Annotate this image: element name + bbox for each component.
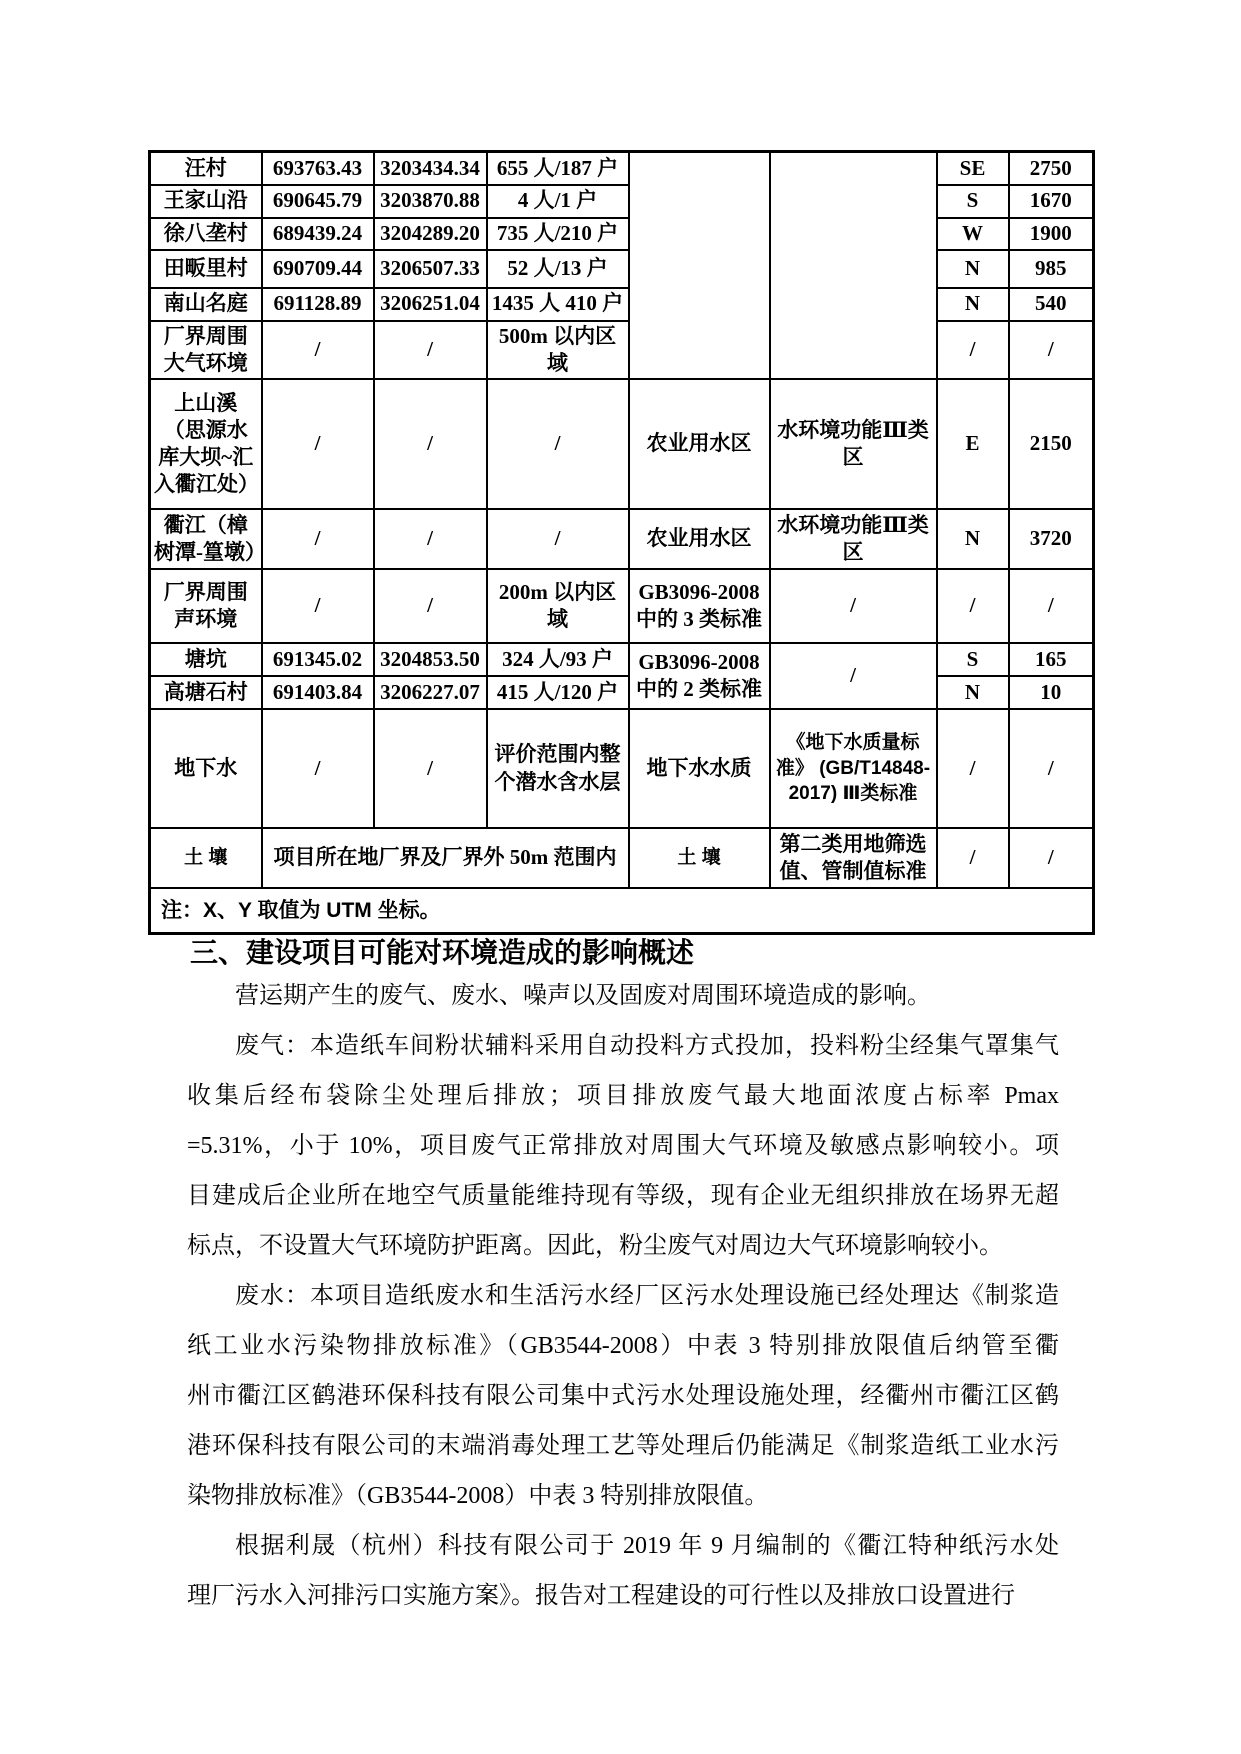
table-cell: 第二类用地筛选值、管制值标准	[770, 828, 937, 888]
table-cell: E	[937, 379, 1009, 509]
table-cell: /	[262, 379, 374, 509]
table-row	[150, 509, 1094, 569]
table-row	[150, 152, 1094, 185]
table-cell: 徐八垄村	[150, 218, 262, 250]
table-cell: 655 人/187 户	[487, 152, 629, 185]
table-note: 注：X、Y 取值为 UTM 坐标。	[150, 888, 1094, 933]
table-cell: 1670	[1009, 185, 1094, 218]
table-cell: 王家山沿	[150, 185, 262, 218]
body-line: 染物排放标准》（GB3544-2008）中表 3 特别排放限值。	[187, 1483, 769, 1509]
table-cell: N	[937, 676, 1009, 709]
table-cell: 3204289.20	[374, 218, 487, 250]
table-cell: 200m 以内区域	[487, 569, 629, 643]
table-cell: S	[937, 185, 1009, 218]
table-row	[150, 709, 1094, 828]
table-cell: 985	[1009, 250, 1094, 288]
table-cell: 塘坑	[150, 643, 262, 676]
table-cell: /	[1009, 569, 1094, 643]
table-cell: 735 人/210 户	[487, 218, 629, 250]
table-cell: 690645.79	[262, 185, 374, 218]
table-cell: /	[770, 643, 937, 709]
table-cell: 厂界周围大气环境	[150, 321, 262, 380]
body-line: 收集后经布袋除尘处理后排放；项目排放废气最大地面浓度占标率 Pmax	[187, 1083, 1059, 1109]
table-cell: 1900	[1009, 218, 1094, 250]
table-row	[150, 643, 1094, 676]
table-cell: SE	[937, 152, 1009, 185]
table-row	[150, 321, 1094, 380]
table-cell: 3203434.34	[374, 152, 487, 185]
table-cell: 厂界周围声环境	[150, 569, 262, 643]
table-cell: 3206227.07	[374, 676, 487, 709]
table-cell: 540	[1009, 288, 1094, 321]
table-cell: /	[937, 709, 1009, 828]
table-cell: /	[937, 321, 1009, 380]
table-cell: 2150	[1009, 379, 1094, 509]
section-body	[187, 971, 1059, 1621]
body-line: 标点，不设置大气环境防护距离。因此，粉尘废气对周边大气环境影响较小。	[187, 1233, 1003, 1259]
body-line: 营运期产生的废气、废水、噪声以及固废对周围环境造成的影响。	[235, 983, 931, 1009]
table-cell: 691403.84	[262, 676, 374, 709]
table-cell: 土 壤	[150, 828, 262, 888]
table-cell: 汪村	[150, 152, 262, 185]
table-cell: 项目所在地厂界及厂界外 50m 范围内	[262, 828, 629, 888]
table-cell: /	[1009, 828, 1094, 888]
table-cell: 52 人/13 户	[487, 250, 629, 288]
table-row	[150, 288, 1094, 321]
table-row	[150, 379, 1094, 509]
table-cell: 上山溪（思源水库大坝~汇入衢江处）	[150, 379, 262, 509]
body-line: 纸工业水污染物排放标准》（GB3544-2008）中表 3 特别排放限值后纳管至衢	[187, 1333, 1059, 1359]
table-cell: /	[937, 828, 1009, 888]
table-cell: 南山名庭	[150, 288, 262, 321]
table-cell: 高塘石村	[150, 676, 262, 709]
table-cell: /	[937, 569, 1009, 643]
table-cell: 农业用水区	[629, 379, 770, 509]
body-line: 根据利晟（杭州）科技有限公司于 2019 年 9 月编制的《衢江特种纸污水处	[235, 1533, 1059, 1559]
table-cell: 3206507.33	[374, 250, 487, 288]
table-row	[150, 569, 1094, 643]
table-cell: 324 人/93 户	[487, 643, 629, 676]
table-cell: S	[937, 643, 1009, 676]
table-row	[150, 828, 1094, 888]
table-cell: /	[374, 709, 487, 828]
table-cell: /	[262, 321, 374, 380]
table-cell: 691345.02	[262, 643, 374, 676]
body-line: 州市衢江区鹤港环保科技有限公司集中式污水处理设施处理，经衢州市衢江区鹤	[187, 1383, 1059, 1409]
table-cell: 1435 人 410 户	[487, 288, 629, 321]
table-cell: GB3096-2008 中的 3 类标准	[629, 569, 770, 643]
table-row	[150, 250, 1094, 288]
table-cell: N	[937, 509, 1009, 569]
table-cell: 415 人/120 户	[487, 676, 629, 709]
table-cell: /	[487, 379, 629, 509]
table-cell: /	[374, 321, 487, 380]
table-cell: /	[770, 569, 937, 643]
table-cell: 土 壤	[629, 828, 770, 888]
body-line: 理厂污水入河排污口实施方案》。报告对工程建设的可行性以及排放口设置进行	[187, 1583, 1015, 1609]
table-cell: N	[937, 250, 1009, 288]
table-cell: /	[374, 569, 487, 643]
table-cell: 3206251.04	[374, 288, 487, 321]
table-cell: /	[1009, 709, 1094, 828]
table-cell: 田畈里村	[150, 250, 262, 288]
table-cell: 165	[1009, 643, 1094, 676]
table-row	[150, 676, 1094, 709]
table-cell: 农业用水区	[629, 509, 770, 569]
section-heading: 三、建设项目可能对环境造成的影响概述	[190, 937, 695, 968]
table-cell: 地下水水质	[629, 709, 770, 828]
table-cell: 691128.89	[262, 288, 374, 321]
table-cell: 《地下水质量标准》 (GB/T14848-2017) Ⅲ类标准	[770, 709, 937, 828]
table-cell: 衢江（樟树潭-篁墩）	[150, 509, 262, 569]
body-line: 废气：本造纸车间粉状辅料采用自动投料方式投加，投料粉尘经集气罩集气	[235, 1033, 1059, 1059]
table-cell: 10	[1009, 676, 1094, 709]
table-cell: /	[262, 709, 374, 828]
table-cell: 地下水	[150, 709, 262, 828]
table-cell: 3203870.88	[374, 185, 487, 218]
table-cell: /	[1009, 321, 1094, 380]
table-cell: /	[374, 509, 487, 569]
table-cell: 500m 以内区域	[487, 321, 629, 380]
table-note-row	[150, 888, 1094, 933]
body-line: 目建成后企业所在地空气质量能维持现有等级，现有企业无组织排放在场界无超	[187, 1183, 1059, 1209]
table-cell: 水环境功能Ⅲ类区	[770, 379, 937, 509]
table-cell	[629, 152, 770, 380]
table-cell: W	[937, 218, 1009, 250]
table-cell: 693763.43	[262, 152, 374, 185]
table-cell: 4 人/1 户	[487, 185, 629, 218]
table-cell: 3204853.50	[374, 643, 487, 676]
table-row	[150, 218, 1094, 250]
body-line: 废水：本项目造纸废水和生活污水经厂区污水处理设施已经处理达《制浆造	[235, 1283, 1059, 1309]
table-cell: /	[487, 509, 629, 569]
body-line: =5.31%，小于 10%，项目废气正常排放对周围大气环境及敏感点影响较小。项	[187, 1133, 1059, 1159]
table-cell: 3720	[1009, 509, 1094, 569]
table-cell: 689439.24	[262, 218, 374, 250]
table-cell: /	[374, 379, 487, 509]
table-cell: 评价范围内整个潜水含水层	[487, 709, 629, 828]
table-cell: GB3096-2008 中的 2 类标准	[629, 643, 770, 709]
table-cell: /	[262, 569, 374, 643]
table-cell: N	[937, 288, 1009, 321]
table-cell	[770, 152, 937, 380]
body-line: 港环保科技有限公司的末端消毒处理工艺等处理后仍能满足《制浆造纸工业水污	[187, 1433, 1059, 1459]
table-cell: 2750	[1009, 152, 1094, 185]
monitoring-table	[148, 150, 1095, 935]
table-row	[150, 185, 1094, 218]
table-cell: 水环境功能Ⅲ类区	[770, 509, 937, 569]
table-cell: /	[262, 509, 374, 569]
table-cell: 690709.44	[262, 250, 374, 288]
